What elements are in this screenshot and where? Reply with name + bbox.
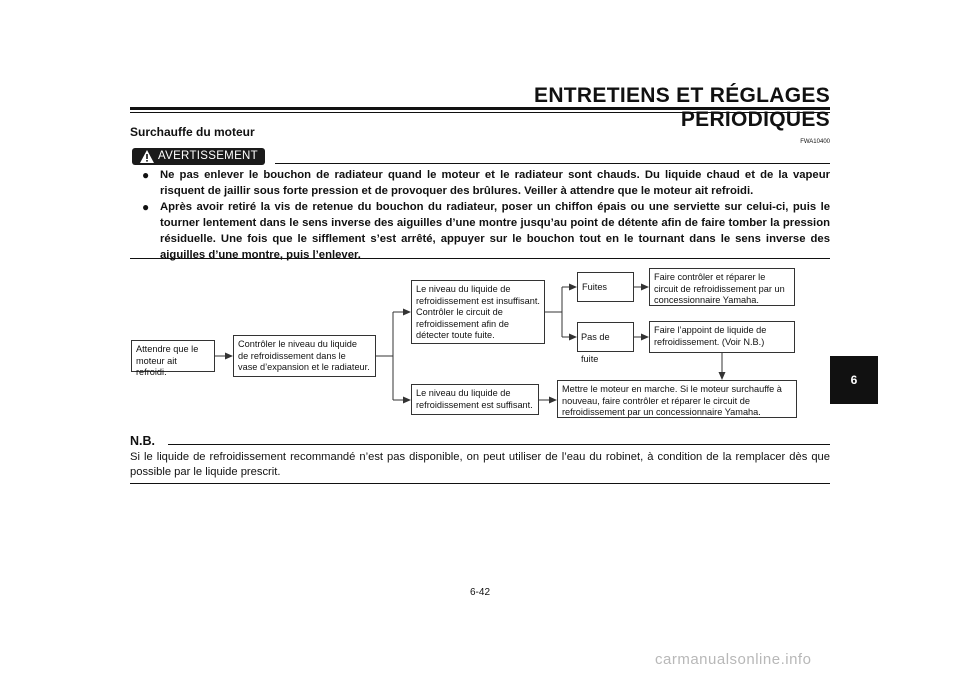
bullet-icon: ● [142,200,150,214]
warning-item: ● Après avoir retiré la vis de retenue du bouchon du radiateur, poser un chiffon épais ou une serviette sur celui-ci, puis le tourner lentement dans le sens inverse des aiguilles d’une montre jusqu’au point de détente afin de faire tomber la pression résiduelle. Une fois que le sifflement s’est arrêté, appuyer sur le bouchon tout en le tournant dans le sens inverse des aiguilles d’une montre, puis l’enlever. [142,200,830,261]
note-rule [168,444,830,445]
bullet-icon: ● [142,168,150,182]
flow-box-sufficient: Le niveau du liquide de refroidissement est suffisant. [411,384,539,415]
chapter-tab: 6 [830,356,878,404]
warning-code: FWA10400 [800,139,830,145]
note-text: Si le liquide de refroidissement recommandé n’est pas disponible, on peut utiliser de l’eau du robinet, à condition de la remplacer dès que possible par le liquide prescrit. [130,451,830,478]
flow-box-dealer-repair: Faire contrôler et réparer le circuit de refroidissement par un concessionnaire Yamaha. [649,268,795,306]
flow-box-top-up: Faire l’appoint de liquide de refroidissement. (Voir N.B.) [649,321,795,353]
page-number: 6-42 [469,587,490,598]
flow-box-check-level: Contrôler le niveau du liquide de refroidissement dans le vase d’expansion et le radiateur. [233,335,376,377]
flow-box-insufficient: Le niveau du liquide de refroidissement est insuffisant. Contrôler le circuit de refroidissement afin de détecter toute fuite. [411,280,545,344]
flow-box-no-leak: Pas de fuite [577,322,634,352]
warning-label: AVERTISSEMENT [158,150,258,162]
flow-box-restart: Mettre le moteur en marche. Si le moteur surchauffe à nouveau, faire contrôler et réparer le circuit de refroidissement par un concessionnaire Yamaha. [557,380,797,418]
note-end-rule [130,483,830,484]
warning-item: ● Ne pas enlever le bouchon de radiateur quand le moteur et le radiateur sont chauds. Du liquide chaud et de la vapeur risquent de jaillir sous forte pression et de provoquer des brûlures. Veiller à attendre que le moteur ait refroidi. [142,168,830,197]
flow-box-start: Attendre que le moteur ait refroidi. [131,340,215,372]
note-title: N.B. [130,434,155,448]
page-title: ENTRETIENS ET RÉGLAGES PÉRIODIQUES [534,84,830,131]
watermark: carmanualsonline.info [655,651,812,668]
flow-box-leaks: Fuites [577,272,634,302]
section-title: Surchauffe du moteur [130,125,255,139]
